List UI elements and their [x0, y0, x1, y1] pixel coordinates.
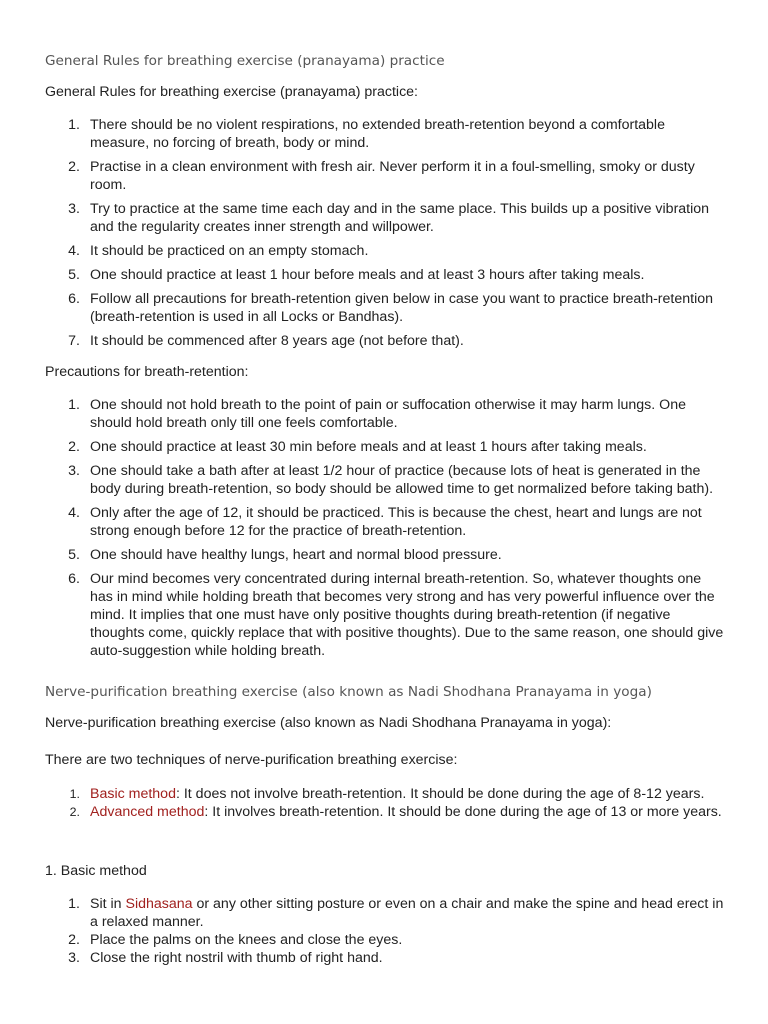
list-item: 1. Sit in Sidhasana or any other sitting posture or even on a chair and make the spine and head erect in a relaxed manner. — [68, 896, 724, 930]
list-item: 3. Close the right nostril with thumb of right hand. — [68, 950, 383, 966]
list-item: 1. There should be no violent respirations, no extended breath-retention beyond a comfortable measure, no forcing of breath, body or mind. — [68, 117, 665, 151]
list-item: 4. Only after the age of 12, it should be practiced. This is because the chest, heart and lungs are not strong enough before 12 for the practice of breath-retention. — [68, 505, 702, 539]
section-heading-general-rules: General Rules for breathing exercise (pranayama) practice — [45, 53, 445, 69]
list-item: 4. It should be practiced on an empty stomach. — [68, 243, 369, 259]
techniques-intro: There are two techniques of nerve-purification breathing exercise: — [45, 752, 458, 768]
list-item: 2. One should practice at least 30 min before meals and at least 1 hours after taking meals. — [68, 439, 647, 455]
basic-method-steps — [45, 895, 725, 967]
nerve-purification-intro: Nerve-purification breathing exercise (also known as Nadi Shodhana Pranayama in yoga): — [45, 715, 612, 731]
general-rules-intro: General Rules for breathing exercise (pranayama) practice: — [45, 84, 418, 100]
list-item: 6. Follow all precautions for breath-retention given below in case you want to practice breath-retention (breath-retention is used in all Locks or Bandhas). — [68, 291, 714, 325]
basic-method-title: 1. Basic method — [45, 863, 147, 879]
list-item: 5. One should have healthy lungs, heart and normal blood pressure. — [68, 547, 502, 563]
list-item: 3. One should take a bath after at least 1/2 hour of practice (because lots of heat is generated in the body during breath-retention, so body should be allowed time to get normalized before taking bath). — [68, 463, 714, 497]
general-rules-list — [45, 116, 725, 350]
section-heading-nerve-purification: Nerve-purification breathing exercise (also known as Nadi Shodhana Pranayama in yoga) — [45, 684, 652, 700]
list-item: 2. Place the palms on the knees and close the eyes. — [68, 932, 403, 948]
sidhasana-link[interactable]: Sidhasana — [125, 896, 193, 912]
advanced-method-link[interactable]: Advanced method — [90, 804, 205, 820]
list-item: 3. Try to practice at the same time each day and in the same place. This builds up a positive vibration and the regularity creates inner strength and willpower. — [68, 201, 710, 235]
list-item: 2. Advanced method: It involves breath-retention. It should be done during the age of 13 or more years. — [69, 804, 722, 820]
list-item: 7. It should be commenced after 8 years age (not before that). — [68, 333, 464, 349]
techniques-list — [45, 785, 725, 821]
list-item: 5. One should practice at least 1 hour before meals and at least 3 hours after taking meals. — [68, 267, 645, 283]
precautions-list — [45, 396, 725, 660]
list-item: 1. Basic method: It does not involve breath-retention. It should be done during the age of 8-12 years. — [69, 786, 705, 802]
precautions-title: Precautions for breath-retention: — [45, 364, 249, 380]
list-item: 2. Practise in a clean environment with fresh air. Never perform it in a foul-smelling, smoky or dusty room. — [68, 159, 695, 193]
basic-method-link[interactable]: Basic method — [90, 786, 176, 802]
list-item: 6. Our mind becomes very concentrated during internal breath-retention. So, whatever thoughts one has in mind while holding breath that becomes very strong and has very powerful influence over the mind. It implies that one must have only positive thoughts during breath-retention (if negative thoughts come, quickly replace that with positive thoughts). Due to the same reason, one should give auto-suggestion while holding breath. — [68, 571, 724, 659]
list-item: 1. One should not hold breath to the point of pain or suffocation otherwise it may harm lungs. One should hold breath only till one feels comfortable. — [68, 397, 686, 431]
